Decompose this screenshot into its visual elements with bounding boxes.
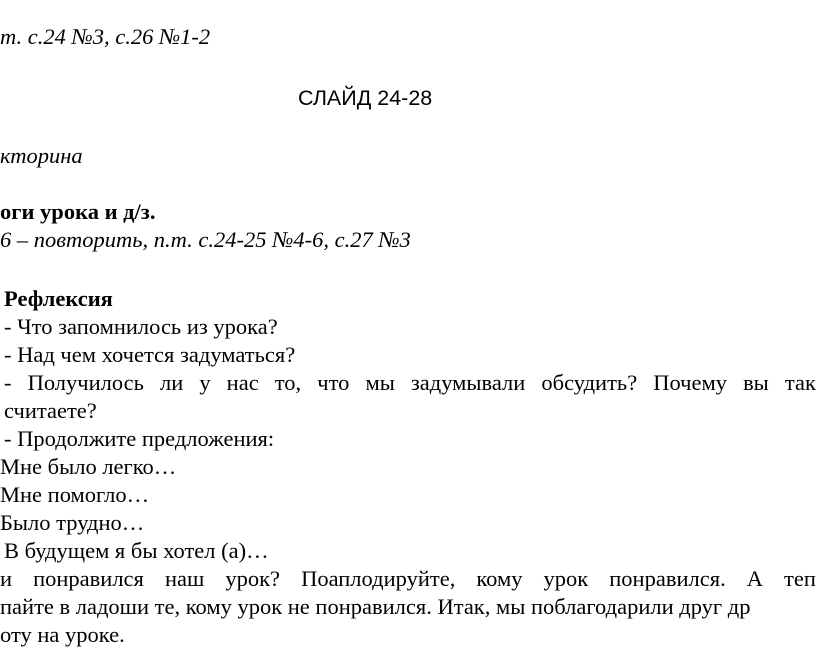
sentence-starter-3: Было трудно… bbox=[0, 510, 145, 535]
question-3-word: вы bbox=[743, 370, 769, 395]
question-3-word: - bbox=[4, 370, 12, 395]
question-3-word: мы bbox=[365, 370, 395, 395]
closing-word: понравился bbox=[33, 566, 144, 591]
closing-word: А bbox=[746, 566, 763, 591]
question-4: - Продолжите предложения: bbox=[4, 426, 275, 451]
closing-line-1 bbox=[0, 565, 816, 593]
question-3-word: у bbox=[199, 370, 211, 395]
sentence-starter-2: Мне помогло… bbox=[0, 482, 150, 507]
closing-line-2: пайте в ладоши те, кому урок не понравился. Итак, мы поблагодарили друг др bbox=[0, 594, 751, 619]
closing-word: и bbox=[0, 566, 13, 591]
question-3-word: что bbox=[317, 370, 350, 395]
question-3-word: Получилось bbox=[27, 370, 144, 395]
closing-word: урок bbox=[543, 566, 589, 591]
homework-line-top: т. с.24 №3, с.26 №1-2 bbox=[0, 24, 211, 49]
slide-heading: СЛАЙД 24-28 bbox=[298, 86, 433, 110]
sentence-starter-4: В будущем я бы хотел (а)… bbox=[4, 538, 269, 563]
closing-word: теп bbox=[784, 566, 816, 591]
question-3-word: так bbox=[784, 370, 816, 395]
question-3-word: то, bbox=[274, 370, 302, 395]
closing-line-3: оту на уроке. bbox=[0, 622, 125, 647]
closing-word: понравился. bbox=[609, 566, 726, 591]
question-3-word: Почему bbox=[653, 370, 727, 395]
summary-heading: оги урока и д/з. bbox=[0, 199, 156, 224]
closing-word: кому bbox=[476, 566, 523, 591]
question-3-continued: считаете? bbox=[4, 398, 97, 423]
question-3-word: нас bbox=[226, 370, 259, 395]
question-3-word: ли bbox=[159, 370, 184, 395]
closing-word: наш bbox=[164, 566, 205, 591]
question-3 bbox=[4, 369, 816, 397]
summary-homework: 6 – повторить, п.т. с.24-25 №4-6, с.27 №3 bbox=[0, 227, 411, 252]
closing-word: урок? bbox=[225, 566, 281, 591]
question-3-word: задумывали bbox=[410, 370, 526, 395]
question-2: - Над чем хочется задуматься? bbox=[4, 342, 296, 367]
question-1: - Что запомнилось из урока? bbox=[4, 314, 278, 339]
sentence-starter-1: Мне было легко… bbox=[0, 454, 177, 479]
reflection-heading: Рефлексия bbox=[4, 286, 113, 311]
closing-word: Поаплодируйте, bbox=[301, 566, 456, 591]
question-3-word: обсудить? bbox=[541, 370, 638, 395]
quiz-line: кторина bbox=[0, 143, 83, 168]
